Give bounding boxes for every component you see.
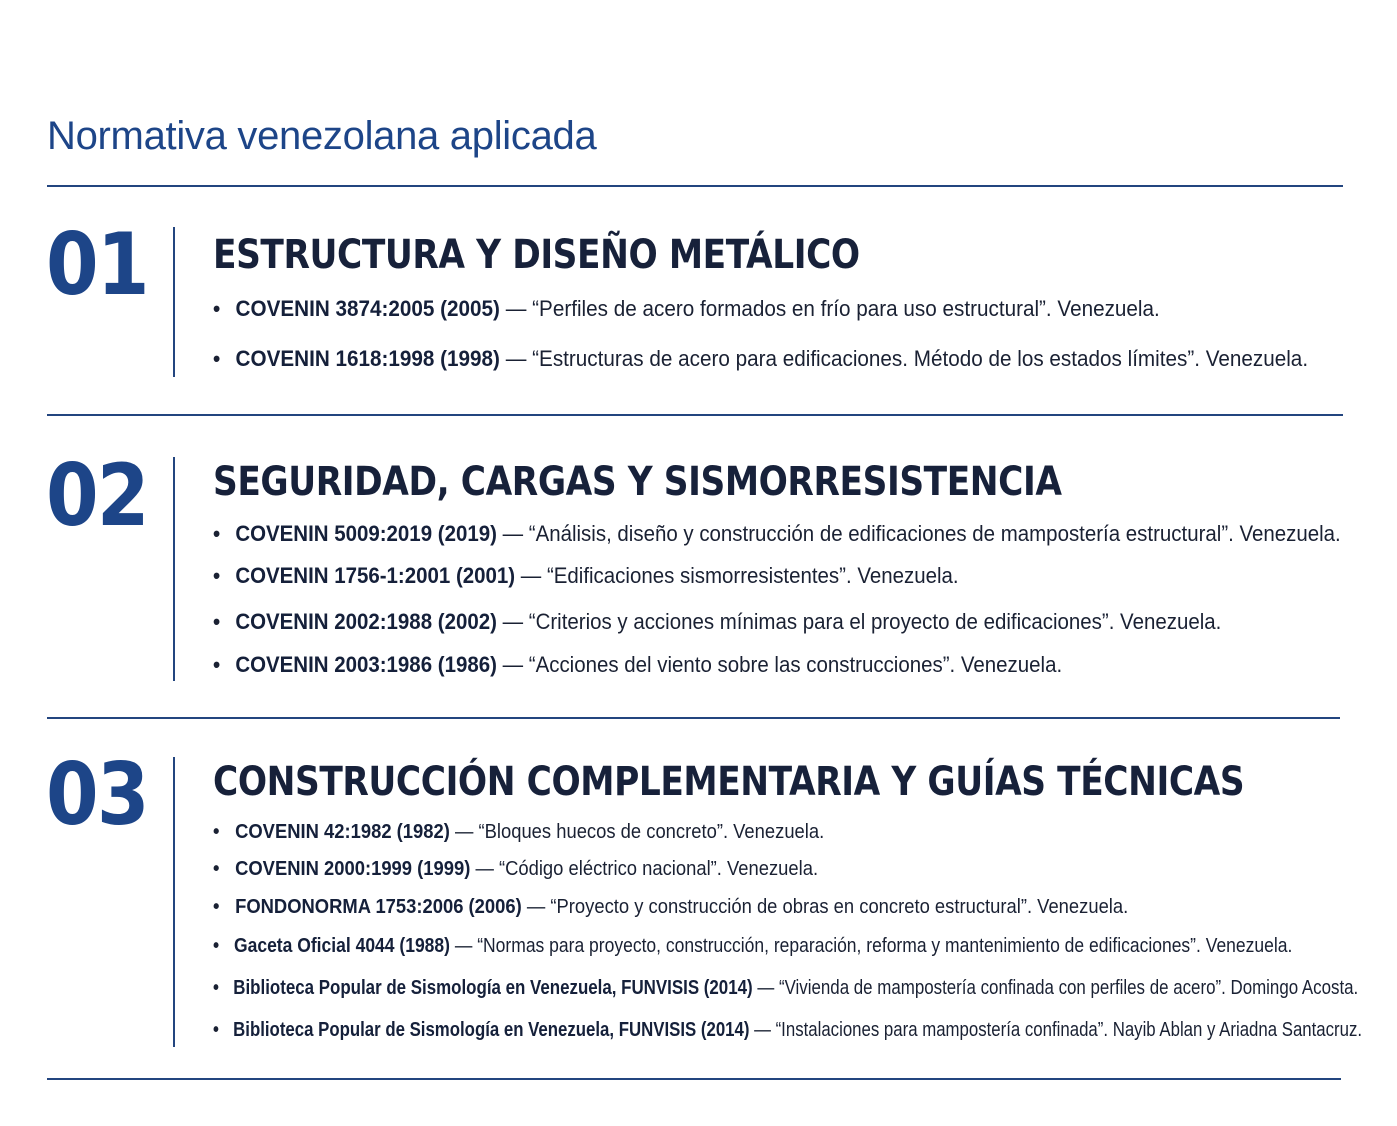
bullet-icon: • bbox=[213, 521, 221, 546]
bullet-icon: • bbox=[213, 977, 219, 999]
norm-description: “Proyecto y construcción de obras en concreto estructural”. Venezuela. bbox=[550, 896, 1129, 918]
dash: — bbox=[502, 652, 524, 677]
bullet-icon: • bbox=[213, 346, 221, 371]
norm-description: “Vivienda de mampostería confinada con perfiles de acero”. Domingo Acosta. bbox=[778, 977, 1359, 999]
norm-code: FONDONORMA 1753:2006 (2006) bbox=[235, 896, 522, 918]
list-item bbox=[213, 821, 824, 844]
dash: — bbox=[475, 858, 494, 880]
norm-description: “Código eléctrico nacional”. Venezuela. bbox=[498, 858, 819, 880]
dash: — bbox=[454, 821, 474, 843]
bullet-icon: • bbox=[213, 935, 220, 957]
dash: — bbox=[526, 896, 546, 918]
norm-code: COVENIN 5009:2019 (2019) bbox=[235, 521, 497, 546]
dash: — bbox=[454, 935, 473, 957]
list-item bbox=[213, 977, 1358, 1000]
norm-description: “Criterios y acciones mínimas para el proyecto de edificaciones”. Venezuela. bbox=[528, 609, 1222, 634]
list-item bbox=[213, 858, 818, 881]
norm-description: “Instalaciones para mampostería confinada”. Nayib Ablan y Ariadna Santacruz. bbox=[775, 1019, 1363, 1041]
norm-description: “Edificaciones sismorresistentes”. Venezuela. bbox=[546, 563, 959, 588]
section-number: 02 bbox=[46, 446, 148, 546]
dash: — bbox=[505, 346, 527, 371]
list-item bbox=[213, 563, 959, 589]
list-item bbox=[213, 896, 1128, 919]
divider bbox=[47, 1078, 1341, 1080]
norm-code: Biblioteca Popular de Sismología en Venezuela, FUNVISIS (2014) bbox=[233, 1019, 750, 1041]
bullet-icon: • bbox=[213, 896, 220, 918]
section-bar bbox=[173, 457, 175, 681]
bullet-icon: • bbox=[213, 563, 221, 588]
dash: — bbox=[505, 296, 527, 321]
bullet-icon: • bbox=[213, 296, 221, 321]
dash: — bbox=[502, 521, 524, 546]
divider bbox=[47, 717, 1340, 719]
list-item bbox=[213, 346, 1308, 372]
dash: — bbox=[502, 609, 524, 634]
norm-code: COVENIN 3874:2005 (2005) bbox=[235, 296, 500, 321]
section-heading: ESTRUCTURA Y DISEÑO METÁLICO bbox=[213, 232, 860, 278]
norm-description: “Análisis, diseño y construcción de edificaciones de mampostería estructural”. Venezuela. bbox=[528, 521, 1341, 546]
list-item bbox=[213, 935, 1292, 958]
section-number: 01 bbox=[46, 215, 148, 315]
section-bar bbox=[173, 757, 175, 1047]
norm-description: “Acciones del viento sobre las construcciones”. Venezuela. bbox=[528, 652, 1063, 677]
norm-code: Biblioteca Popular de Sismología en Venezuela, FUNVISIS (2014) bbox=[233, 977, 753, 999]
section-bar bbox=[173, 227, 175, 377]
norm-code: COVENIN 2003:1986 (1986) bbox=[235, 652, 497, 677]
norm-description: “Estructuras de acero para edificaciones. Método de los estados límites”. Venezuela. bbox=[532, 346, 1309, 371]
bullet-icon: • bbox=[213, 652, 221, 677]
norm-code: COVENIN 42:1982 (1982) bbox=[235, 821, 450, 843]
list-item bbox=[213, 652, 1062, 678]
page-title: Normativa venezolana aplicada bbox=[47, 114, 597, 158]
bullet-icon: • bbox=[213, 821, 220, 843]
dash: — bbox=[757, 977, 775, 999]
section-heading: SEGURIDAD, CARGAS Y SISMORRESISTENCIA bbox=[213, 459, 1062, 505]
list-item bbox=[213, 296, 1160, 322]
norm-code: COVENIN 2002:1988 (2002) bbox=[235, 609, 497, 634]
list-item bbox=[213, 609, 1221, 635]
list-item bbox=[213, 521, 1341, 547]
dash: — bbox=[754, 1019, 771, 1041]
dash: — bbox=[520, 563, 542, 588]
bullet-icon: • bbox=[213, 609, 221, 634]
section-heading: CONSTRUCCIÓN COMPLEMENTARIA Y GUÍAS TÉCNICAS bbox=[213, 759, 1245, 805]
norm-code: Gaceta Oficial 4044 (1988) bbox=[234, 935, 450, 957]
norm-code: COVENIN 2000:1999 (1999) bbox=[235, 858, 471, 880]
bullet-icon: • bbox=[213, 858, 220, 880]
norm-description: “Perfiles de acero formados en frío para uso estructural”. Venezuela. bbox=[532, 296, 1160, 321]
divider bbox=[47, 414, 1343, 416]
divider bbox=[47, 185, 1343, 187]
section-number: 03 bbox=[46, 745, 148, 845]
norm-code: COVENIN 1618:1998 (1998) bbox=[235, 346, 500, 371]
bullet-icon: • bbox=[213, 1019, 219, 1041]
norm-description: “Normas para proyecto, construcción, reparación, reforma y mantenimiento de edificaciones”. Venezuela. bbox=[477, 935, 1293, 957]
list-item bbox=[213, 1019, 1362, 1042]
norm-description: “Bloques huecos de concreto”. Venezuela. bbox=[478, 821, 825, 843]
norm-code: COVENIN 1756-1:2001 (2001) bbox=[235, 563, 516, 588]
